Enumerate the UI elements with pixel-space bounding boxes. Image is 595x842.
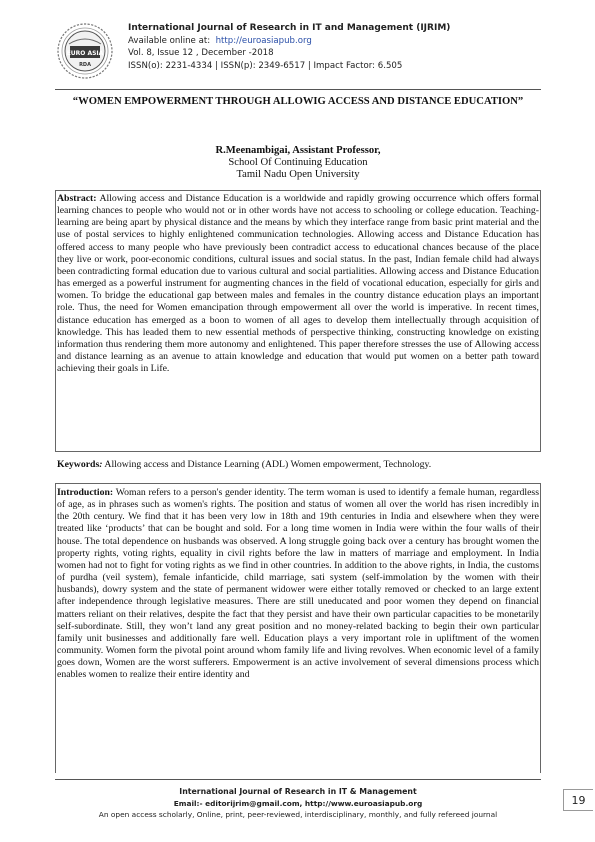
available-online-line [128, 35, 558, 48]
euro-asia-rda-seal-icon [55, 22, 115, 80]
keywords-label: Keywords [57, 459, 100, 470]
footer-description: An open access scholarly, Online, print, peer-reviewed, interdisciplinary, monthly, and fully refereed journal [98, 810, 498, 819]
author-department: School Of Continuing Education [228, 157, 368, 169]
introduction-label: Introduction: [57, 487, 114, 498]
footer-rule [55, 779, 541, 780]
abstract-label: Abstract: [57, 193, 97, 204]
journal-url-link[interactable]: http://euroasiapub.org [215, 35, 312, 46]
keywords-text: Allowing access and Distance Learning (ADL) Women empowerment, Technology. [102, 459, 432, 470]
logo-line1: EURO ASIA [66, 50, 104, 57]
journal-footer [40, 786, 556, 821]
journal-name: International Journal of Research in IT and Management (IJRIM) [128, 23, 451, 33]
introduction-text: Woman refers to a person's gender identity. The term woman is used to identify a female human, regardless of age, as in phrases such as women's rights. The position and status of women all over the world has risen incredibly in the 20th century. We find that it has been very low in 18th and 19th centuries in India and elsewhere when they were treated like ‘products’ that can be bought and sold. For a long time women in India were within the four walls of their house. The total dependence on husbands was observed. A long struggle going back over a century has brought women the property rights, voting rights, equality in civil rights before the law in matters of marriage and employment. In India women had not to fight for voting rights as we find in other countries. In addition to the above rights, in India, the customs of purdha (veil system), female infanticide, child marriage, sati system (self-immolation by the women with their husbands), dowry system and the state of permanent widower were either totally removed or checked to an large extent after independence through legislative measures. There are still uneducated and poor women they depend on financial matters reliant on their relatives, despite the fact that they persist and have their own particular capacities to be monetarily self-subordinate. Still, they won’t land any great position and no money-related backing to begin their own particular family unit businesses and additionally fare well. Education plays a very important role in upliftment of the women community. Women form the pivotal point around whom family life and living revolves. When economic level of a family goes down, Women are the worst sufferers. Empowerment is an active involvement of several dimensions process which enables women to realize their entire identity and [57, 487, 539, 681]
keywords [57, 459, 539, 471]
journal-logo [55, 22, 115, 80]
page-number: 19 [563, 789, 593, 811]
author-name: R.Meenambigai, Assistant Professor, [215, 145, 381, 156]
author-university: Tamil Nadu Open University [236, 169, 360, 181]
volume-issue: Vol. 8, Issue 12 , December -2018 [128, 48, 274, 59]
footer-journal: International Journal of Research in IT & Management [179, 787, 417, 796]
author-block [55, 145, 541, 182]
issn-line: ISSN(o): 2231-4334 | ISSN(p): 2349-6517 | Impact Factor: 6.505 [128, 60, 403, 71]
header-rule [55, 89, 541, 90]
logo-line2: RDA [79, 62, 91, 68]
journal-header [128, 22, 558, 72]
paper-title: “WOMEN EMPOWERMENT THROUGH ALLOWIG ACCESS AND DISTANCE EDUCATION” [72, 96, 524, 107]
abstract [57, 193, 539, 375]
footer-email: Email:- editorijrim@gmail.com, http://www.euroasiapub.org [173, 798, 423, 808]
abstract-text: Allowing access and Distance Education is a worldwide and rapidly growing occurrence which offers formal learning chances to people who would not or in other words have not access to schooling or college education. Teaching- learning are being apart by physical distance and the means by which they interface range from basic print material and the use of postal services to highly enlightened communication technologies. Allowing access and Distance Education has offered access to many people who have previously been contradict access to educational chances because of the place they live or work, poor-economic conditions, cultural issues and social status. In the past, Indian female child had always been contradicting formal education due to various cultural and social partialities. Allowing access and Distance Education has emerged as a powerful instrument for augmenting chances in the field of vocational education, especially for girls and women. To bridge the educational gap between males and females in the country distance education plays an important role. Thus, the need for Women emancipation through empowerment all over the world is imperative. In recent times, distance education has emerged as a boon to women of all ages to develop them intellectually through acquisition of knowledge. This has leaded them to new essential methods of perspective thinking, constructing knowledge on existing information thus rendering them more autonomy and enlightened. This paper therefore stresses the use of Allowing access and distance learning as an avenue to attain knowledge and education that would put women on a better path toward achieving their goals in Life. [57, 193, 539, 375]
introduction [57, 487, 539, 682]
available-label: Available online at: [128, 35, 211, 46]
keywords-colon: : [99, 459, 103, 470]
